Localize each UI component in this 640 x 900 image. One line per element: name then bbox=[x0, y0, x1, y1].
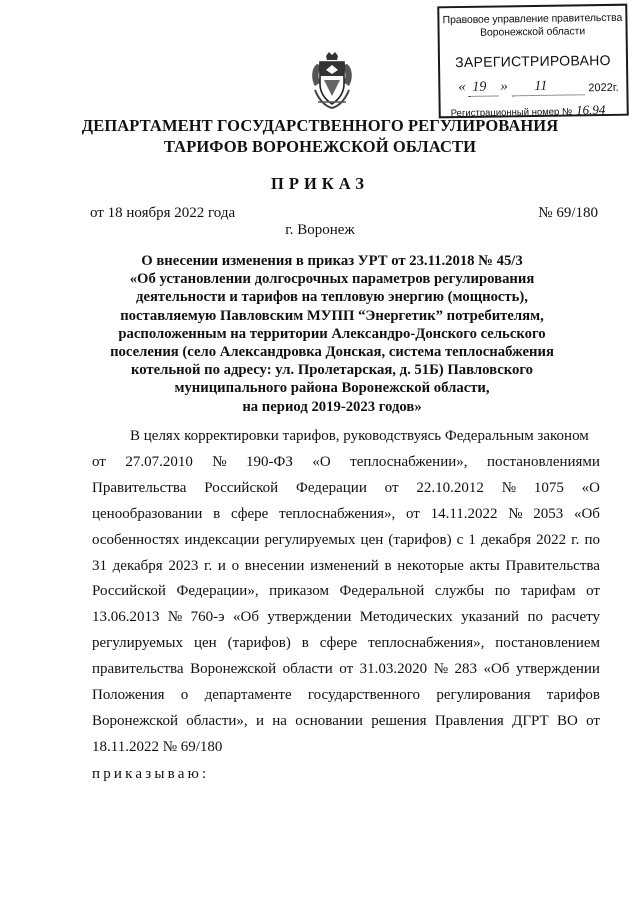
body-word: о bbox=[231, 557, 240, 574]
body-word: цен bbox=[360, 531, 384, 548]
body-word: в bbox=[213, 505, 221, 522]
department-title-line-1: ДЕПАРТАМЕНТ ГОСУДАРСТВЕННОГО РЕГУЛИРОВАНИЯ bbox=[81, 116, 559, 135]
department-title bbox=[0, 115, 640, 157]
body-word: по bbox=[494, 583, 511, 600]
subject-line: расположенным на территории Александро-Донского сельского bbox=[118, 325, 546, 342]
body-line bbox=[92, 424, 600, 450]
body-word: Федерации», bbox=[176, 583, 259, 600]
stamp-day: 19 bbox=[472, 79, 487, 95]
body-word: о bbox=[180, 687, 189, 704]
body-line bbox=[92, 631, 600, 657]
body-word: Правительства bbox=[92, 479, 187, 496]
body-word: с bbox=[456, 531, 464, 548]
body-word: области bbox=[282, 661, 333, 678]
body-word: (тарифов) bbox=[227, 635, 291, 652]
body-word: ДГРТ bbox=[512, 712, 549, 729]
body-word: от bbox=[586, 712, 600, 729]
coat-of-arms-icon bbox=[309, 50, 355, 112]
subject-line: на период 2019-2023 годов» bbox=[242, 398, 422, 415]
body-word: акты bbox=[469, 557, 500, 574]
body-word: В целях корректировки тарифов, руководствуясь Федеральным законом bbox=[130, 428, 589, 444]
body-word: теплоснабжения», bbox=[368, 635, 485, 652]
subject-line: «Об установлении долгосрочных параметров регулирования bbox=[129, 271, 535, 288]
body-line bbox=[92, 735, 600, 761]
body-word: департаменте bbox=[204, 687, 292, 704]
body-word: теплоснабжении», bbox=[350, 453, 468, 470]
body-word: Правления bbox=[434, 712, 504, 729]
body-line bbox=[92, 554, 600, 580]
body-word: регулируемых bbox=[92, 635, 183, 652]
body-word: приказом bbox=[269, 583, 329, 600]
order-subject bbox=[110, 252, 554, 416]
body-word: «Об bbox=[483, 661, 510, 678]
body-line bbox=[92, 502, 600, 528]
order-number: № 69/180 bbox=[538, 205, 598, 221]
body-word: Методических bbox=[359, 609, 453, 626]
body-word: 1075 bbox=[533, 479, 564, 496]
body-word: службы bbox=[434, 583, 485, 600]
order-date: от 18 ноября 2022 года bbox=[90, 205, 236, 221]
body-word: некоторые bbox=[397, 557, 464, 574]
body-word: индексации bbox=[184, 531, 260, 548]
body-word: Воронежской bbox=[190, 661, 277, 678]
subject-line: О внесении изменения в приказ УРТ от 23.11.2018 № 45/3 bbox=[141, 253, 523, 269]
body-word: от bbox=[92, 453, 106, 470]
body-word: Федерации bbox=[296, 479, 367, 496]
body-word: «О bbox=[581, 479, 600, 496]
body-word: от bbox=[384, 479, 399, 496]
body-word: «Об bbox=[573, 505, 600, 522]
body-word: «О bbox=[312, 453, 331, 470]
body-word: особенностях bbox=[92, 531, 180, 548]
body-word: 2022 bbox=[536, 531, 567, 548]
body-line bbox=[92, 579, 600, 605]
stamp-reg-value: 16.94 bbox=[575, 101, 606, 118]
body-word: в bbox=[301, 635, 309, 652]
registration-stamp bbox=[437, 4, 629, 119]
order-directive: приказываю: bbox=[92, 766, 210, 782]
order-city: г. Воронеж bbox=[285, 222, 355, 238]
body-word: 22.10.2012 bbox=[416, 479, 484, 496]
body-word: постановлением bbox=[495, 635, 600, 652]
body-word: 760-э bbox=[190, 609, 225, 626]
body-word: 18.11.2022 № 69/180 bbox=[92, 738, 223, 755]
subject-line: поселения (село Александровка Донская, система теплоснабжения bbox=[110, 344, 554, 361]
body-word: тарифов bbox=[546, 687, 600, 704]
stamp-date: « 19 » 11 2022г. bbox=[458, 78, 619, 96]
body-word: от bbox=[586, 583, 600, 600]
body-word: изменений bbox=[310, 557, 379, 574]
body-word: регулируемых bbox=[264, 531, 356, 548]
body-word: и bbox=[255, 712, 264, 729]
body-word: 31 bbox=[92, 557, 107, 574]
body-line bbox=[92, 450, 600, 476]
document-type: ПРИКАЗ bbox=[271, 174, 369, 193]
body-word: регулирования bbox=[436, 687, 531, 704]
stamp-org-line-1: Правовое управление правительства bbox=[442, 11, 623, 27]
body-line bbox=[92, 528, 600, 554]
body-word: Воронежской bbox=[92, 712, 178, 729]
body-word: г. bbox=[571, 531, 580, 548]
body-word: 31.03.2020 bbox=[359, 661, 428, 678]
body-word: «Об bbox=[233, 609, 259, 626]
body-word: декабря bbox=[112, 557, 163, 574]
stamp-organization bbox=[439, 12, 625, 41]
body-word: на bbox=[272, 712, 287, 729]
body-word: Положения bbox=[92, 687, 165, 704]
body-word: Российской bbox=[204, 479, 279, 496]
body-word: и bbox=[217, 557, 226, 574]
body-word: № bbox=[212, 453, 227, 470]
body-word: в bbox=[384, 557, 392, 574]
stamp-status: ЗАРЕГИСТРИРОВАНО bbox=[455, 51, 611, 71]
stamp-org-line-2: Воронежской области bbox=[480, 25, 586, 39]
body-word: цен bbox=[193, 635, 217, 652]
body-word: постановлениями bbox=[486, 453, 600, 470]
body-word: 283 bbox=[454, 661, 478, 678]
body-word: сфере bbox=[319, 635, 358, 652]
subject-line: котельной по адресу: ул. Пролетарская, д. 51Б) Павловского bbox=[131, 362, 533, 379]
body-word: декабря bbox=[480, 531, 532, 548]
body-word: № bbox=[433, 661, 448, 678]
body-word: ценообразовании bbox=[92, 505, 203, 522]
stamp-reg-label: Регистрационный номер № bbox=[450, 106, 573, 120]
body-word: 13.06.2013 bbox=[92, 609, 160, 626]
body-word: Российской bbox=[92, 583, 166, 600]
body-word: решения bbox=[371, 712, 427, 729]
body-word: Правительства bbox=[505, 557, 600, 574]
body-word: 27.07.2010 bbox=[125, 453, 193, 470]
stamp-year: 2022г. bbox=[588, 81, 619, 95]
body-word: от bbox=[406, 505, 420, 522]
body-word: утверждении bbox=[516, 661, 600, 678]
body-word: расчету bbox=[551, 609, 600, 626]
body-line bbox=[92, 476, 600, 502]
subject-line: поставляемую Павловским МУПП “Энергетик” потребителям, bbox=[120, 307, 544, 324]
subject-line: деятельности и тарифов на тепловую энергию (мощность), bbox=[136, 289, 528, 306]
body-word: № bbox=[167, 609, 183, 626]
body-word: 1 bbox=[468, 531, 476, 548]
body-word: ВО bbox=[556, 712, 578, 729]
body-word: сфере bbox=[230, 505, 269, 522]
order-body bbox=[92, 424, 600, 761]
body-word: правительства bbox=[92, 661, 184, 678]
body-word: 190-ФЗ bbox=[246, 453, 293, 470]
body-line bbox=[92, 657, 600, 683]
body-word: по bbox=[584, 531, 600, 548]
body-word: 14.11.2022 bbox=[430, 505, 498, 522]
body-word: (тарифов) bbox=[388, 531, 452, 548]
body-word: № bbox=[501, 479, 516, 496]
body-line bbox=[92, 605, 600, 631]
stamp-month: 11 bbox=[534, 78, 548, 94]
body-word: Федеральной bbox=[339, 583, 425, 600]
body-word: указаний bbox=[461, 609, 520, 626]
body-word: государственного bbox=[307, 687, 421, 704]
body-word: по bbox=[527, 609, 543, 626]
body-word: теплоснабжения», bbox=[279, 505, 396, 522]
body-line bbox=[92, 683, 600, 709]
body-word: основании bbox=[295, 712, 363, 729]
body-line bbox=[92, 709, 600, 735]
body-word: 2053 bbox=[533, 505, 564, 522]
department-title-line-2: ТАРИФОВ ВОРОНЕЖСКОЙ ОБЛАСТИ bbox=[163, 137, 477, 156]
body-word: тарифам bbox=[520, 583, 576, 600]
body-word: г. bbox=[204, 557, 213, 574]
body-word: № bbox=[508, 505, 523, 522]
body-word: утверждении bbox=[267, 609, 352, 626]
body-word: области», bbox=[186, 712, 248, 729]
subject-line: муниципального района Воронежской области, bbox=[174, 380, 490, 397]
body-word: от bbox=[339, 661, 354, 678]
body-word: 2023 bbox=[168, 557, 199, 574]
body-word: внесении bbox=[244, 557, 305, 574]
